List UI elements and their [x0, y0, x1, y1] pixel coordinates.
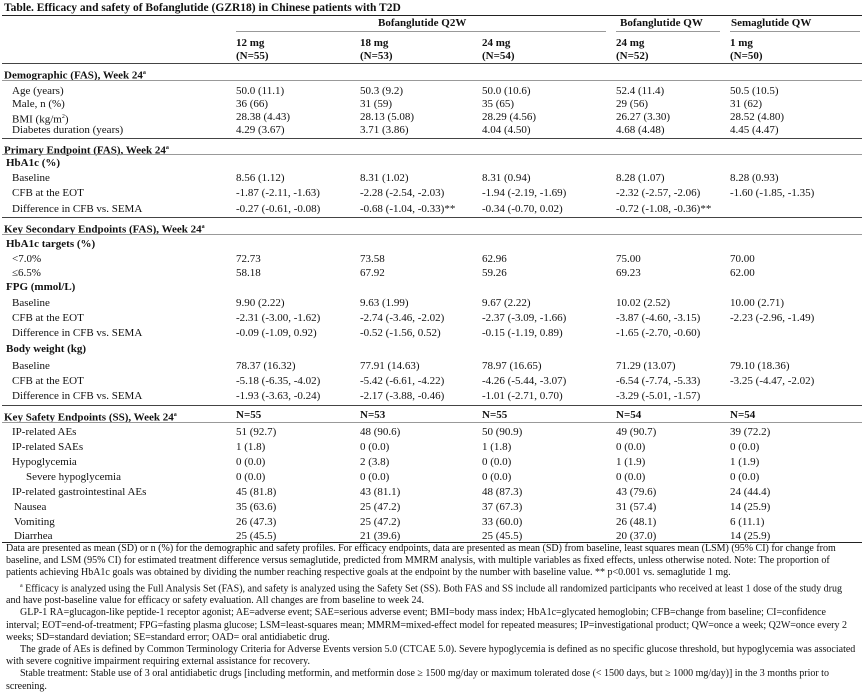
row-label	[12, 172, 50, 184]
table-cell: 31 (57.4)	[616, 501, 657, 513]
row-label	[12, 267, 41, 279]
table-cell: 28.52 (4.80)	[730, 111, 785, 123]
subsection-heading: Body weight (kg)	[6, 343, 87, 355]
table-cell: 69.23	[616, 267, 641, 279]
table-cell: 4.29 (3.67)	[236, 124, 285, 136]
table-cell: -1.65 (-2.70, -0.60)	[616, 327, 701, 339]
table-cell: 8.28 (0.93)	[730, 172, 779, 184]
column-n: (N=52)	[616, 50, 649, 62]
row-divider	[2, 217, 862, 218]
table-cell: 8.31 (0.94)	[482, 172, 531, 184]
table-cell: 4.04 (4.50)	[482, 124, 531, 136]
table-cell: -6.54 (-7.74, -5.33)	[616, 375, 701, 387]
table-cell: 72.73	[236, 253, 261, 265]
table-cell: 28.38 (4.43)	[236, 111, 291, 123]
row-label	[12, 203, 142, 215]
table-cell: -3.25 (-4.47, -2.02)	[730, 375, 815, 387]
row-label	[12, 187, 84, 199]
table-cell: 1 (1.8)	[236, 441, 266, 453]
table-cell: -3.29 (-5.01, -1.57)	[616, 390, 701, 402]
table-cell: -0.09 (-1.09, 0.92)	[236, 327, 317, 339]
table-cell: 28.13 (5.08)	[360, 111, 415, 123]
table-cell: -4.26 (-5.44, -3.07)	[482, 375, 567, 387]
row-label-text: <7.0%	[12, 253, 42, 265]
table-cell: -0.27 (-0.61, -0.08)	[236, 203, 321, 215]
table-cell: 20 (37.0)	[616, 530, 657, 542]
row-label-end: )	[64, 113, 69, 126]
rule-header-bottom	[2, 63, 862, 64]
header-group-bofan-qw: Bofanglutide QW	[620, 17, 703, 29]
table-cell: 59.26	[482, 267, 507, 279]
table-cell: 9.63 (1.99)	[360, 297, 409, 309]
row-label	[12, 390, 142, 402]
row-label	[12, 98, 65, 110]
row-label	[12, 312, 84, 324]
table-cell: 77.91 (14.63)	[360, 360, 420, 372]
table-cell: 0 (0.0)	[236, 471, 266, 483]
table-cell: -1.93 (-3.63, -0.24)	[236, 390, 321, 402]
row-label-text: Difference in CFB vs. SEMA	[12, 203, 143, 215]
rule-group-q2w	[236, 31, 606, 32]
row-label	[14, 516, 55, 528]
table-cell: 78.97 (16.65)	[482, 360, 542, 372]
row-label	[12, 85, 64, 97]
table-cell: 14 (25.9)	[730, 501, 771, 513]
table-footnotes	[6, 543, 858, 693]
table-cell: 50.0 (11.1)	[236, 85, 285, 97]
table-cell: 0 (0.0)	[360, 441, 390, 453]
row-label-text: Vomiting	[14, 516, 55, 528]
table-cell: -5.18 (-6.35, -4.02)	[236, 375, 321, 387]
table-cell: 39 (72.2)	[730, 426, 771, 438]
row-label-text: IP-related gastrointestinal AEs	[12, 486, 147, 498]
table-cell: 25 (45.5)	[236, 530, 277, 542]
row-label-text: Baseline	[12, 172, 50, 184]
row-label-text: Diabetes duration (years)	[12, 124, 124, 136]
footnote-marker: a	[20, 582, 23, 589]
table-cell: 31 (59)	[360, 98, 393, 110]
section-footnote-marker: a	[142, 70, 146, 76]
table-cell: 0 (0.0)	[482, 471, 512, 483]
table-cell: -1.60 (-1.85, -1.35)	[730, 187, 815, 199]
row-label-text: Baseline	[12, 297, 50, 309]
table-cell: -0.72 (-1.08, -0.36)**	[616, 203, 712, 215]
row-label	[12, 253, 41, 265]
table-cell: 26 (47.3)	[236, 516, 277, 528]
table-cell: 49 (90.7)	[616, 426, 657, 438]
table-cell: 50.0 (10.6)	[482, 85, 531, 97]
footnote-abbreviations: GLP-1 RA=glucagon-like peptide-1 receptor agonist; AE=adverse event; SAE=serious adverse event; BMI=body mass index; HbA1c=glycated hemoglobin; CFB=change from baseline; CI=confidence interval; EOT=end-of-treatment; FPG=fasting plasma glucose; LSM=least-squares mean; MMRM=mixed-effect model for repeated measures; IP=investigational product; QW=once a week; Q2W=once every 2 weeks; SD=standard deviation; SE=standard error; OAD= oral antidiabetic drug.	[6, 607, 847, 643]
table-cell: 0 (0.0)	[616, 471, 646, 483]
row-label	[12, 456, 77, 468]
table-cell: 43 (81.1)	[360, 486, 401, 498]
table-cell: -2.32 (-2.57, -2.06)	[616, 187, 701, 199]
section-footnote-marker: a	[173, 412, 177, 418]
table-cell: -0.52 (-1.56, 0.52)	[360, 327, 441, 339]
row-label-text: IP-related AEs	[12, 426, 77, 438]
table-cell: 31 (62)	[730, 98, 763, 110]
row-label-text: Nausea	[14, 501, 47, 513]
row-label	[14, 530, 52, 542]
section-footnote-marker: a	[165, 145, 169, 151]
row-divider	[2, 234, 862, 235]
row-label	[12, 360, 50, 372]
column-dose: 12 mg	[236, 37, 265, 49]
table-cell: 36 (66)	[236, 98, 269, 110]
table-cell: 1 (1.8)	[482, 441, 512, 453]
rule-group-sema	[730, 31, 860, 32]
section-heading-text: Key Secondary Endpoints (FAS), Week 24	[4, 223, 202, 236]
table-cell: -1.87 (-2.11, -1.63)	[236, 187, 320, 199]
footnote-ae-grading: The grade of AEs is defined by Common Terminology Criteria for Adverse Events version 5.0 (CTCAE 5.0). Severe hypoglycemia is defined as no specific glucose threshold, but hypoglycemia was associated with severe cognitive impairment requiring external assistance for recovery.	[6, 643, 856, 668]
table-cell: 62.00	[730, 267, 755, 279]
table-cell: 9.67 (2.22)	[482, 297, 531, 309]
column-dose: 1 mg	[730, 37, 753, 49]
subsection-heading: HbA1c (%)	[6, 157, 61, 169]
table-cell: 0 (0.0)	[482, 456, 512, 468]
table-cell: 8.31 (1.02)	[360, 172, 409, 184]
row-divider	[2, 154, 862, 155]
table-cell: 73.58	[360, 253, 385, 265]
table-cell: 4.45 (4.47)	[730, 124, 779, 136]
table-cell: 50.3 (9.2)	[360, 85, 404, 97]
table-cell: 6 (11.1)	[730, 516, 765, 528]
table-cell: 25 (45.5)	[482, 530, 523, 542]
table-cell: -2.17 (-3.88, -0.46)	[360, 390, 445, 402]
table-cell: -2.74 (-3.46, -2.02)	[360, 312, 445, 324]
table-cell: -2.28 (-2.54, -2.03)	[360, 187, 445, 199]
table-cell: -0.15 (-1.19, 0.89)	[482, 327, 563, 339]
table-cell: 45 (81.8)	[236, 486, 277, 498]
table-cell: 37 (67.3)	[482, 501, 523, 513]
table-cell: 0 (0.0)	[360, 471, 390, 483]
footnote-stable-treatment: Stable treatment: Stable use of 3 oral antidiabetic drugs [including metformin, and metformin dose ≥ 1500 mg/day or maximum tolerated dose (< 1500 days, but ≥ 1000 mg/day)] in the 3 months prior to screening.	[6, 668, 829, 692]
safety-n: N=53	[360, 409, 386, 421]
row-label	[14, 501, 46, 513]
rule-group-qw	[616, 31, 720, 32]
table-cell: -1.01 (-2.71, 0.70)	[482, 390, 563, 402]
row-label-text: Male, n (%)	[12, 98, 65, 110]
table-cell: 1 (1.9)	[730, 456, 760, 468]
table-cell: 4.68 (4.48)	[616, 124, 665, 136]
table-cell: 58.18	[236, 267, 261, 279]
table-cell: 1 (1.9)	[616, 456, 646, 468]
section-footnote-marker: a	[201, 224, 205, 230]
section-heading-text: Primary Endpoint (FAS), Week 24	[4, 144, 166, 157]
table-cell: 35 (65)	[482, 98, 515, 110]
column-dose: 24 mg	[616, 37, 645, 49]
column-n: (N=54)	[482, 50, 515, 62]
safety-n: N=54	[730, 409, 756, 421]
table-cell: 3.71 (3.86)	[360, 124, 409, 136]
table-cell: 24 (44.4)	[730, 486, 771, 498]
row-label	[12, 327, 142, 339]
table-cell: 62.96	[482, 253, 507, 265]
subsection-heading: FPG (mmol/L)	[6, 281, 76, 293]
table-cell: -2.31 (-3.00, -1.62)	[236, 312, 321, 324]
table-cell: -1.94 (-2.19, -1.69)	[482, 187, 567, 199]
table-cell: 25 (47.2)	[360, 501, 401, 513]
row-label-superscript: 2	[61, 114, 65, 120]
table-cell: 0 (0.0)	[730, 471, 760, 483]
table-cell: 8.56 (1.12)	[236, 172, 285, 184]
safety-n: N=54	[616, 409, 642, 421]
table-cell: 35 (63.6)	[236, 501, 277, 513]
section-heading-text: Key Safety Endpoints (SS), Week 24	[4, 411, 174, 424]
table-cell: 8.28 (1.07)	[616, 172, 665, 184]
row-label-text: Hypoglycemia	[12, 456, 77, 468]
table-cell: 48 (90.6)	[360, 426, 401, 438]
row-label-text: Difference in CFB vs. SEMA	[12, 390, 143, 402]
header-group-sema-qw: Semaglutide QW	[731, 17, 812, 29]
row-divider	[2, 80, 862, 81]
column-dose: 24 mg	[482, 37, 511, 49]
table-cell: 9.90 (2.22)	[236, 297, 285, 309]
safety-n: N=55	[482, 409, 508, 421]
row-label-text: Age (years)	[12, 85, 64, 97]
table-cell: 50.5 (10.5)	[730, 85, 779, 97]
row-label-text: ≤6.5%	[12, 267, 41, 279]
rule-top	[2, 15, 862, 16]
safety-n: N=55	[236, 409, 262, 421]
table-cell: -2.23 (-2.96, -1.49)	[730, 312, 815, 324]
table-cell: 2 (3.8)	[360, 456, 390, 468]
table-cell: -5.42 (-6.61, -4.22)	[360, 375, 445, 387]
table-cell: 52.4 (11.4)	[616, 85, 665, 97]
row-divider	[2, 138, 862, 139]
table-cell: -2.37 (-3.09, -1.66)	[482, 312, 567, 324]
table-cell: 25 (47.2)	[360, 516, 401, 528]
table-cell: 48 (87.3)	[482, 486, 523, 498]
table-cell: -0.34 (-0.70, 0.02)	[482, 203, 563, 215]
table-cell: 29 (56)	[616, 98, 649, 110]
row-label-text: Difference in CFB vs. SEMA	[12, 327, 143, 339]
row-divider	[2, 405, 862, 406]
column-dose: 18 mg	[360, 37, 389, 49]
table-cell: 78.37 (16.32)	[236, 360, 296, 372]
row-label-text: CFB at the EOT	[12, 375, 84, 387]
table-cell: 33 (60.0)	[482, 516, 523, 528]
table-cell: 50 (90.9)	[482, 426, 523, 438]
header-group-q2w: Bofanglutide Q2W	[378, 17, 467, 29]
table-cell: 26 (48.1)	[616, 516, 657, 528]
table-cell: 0 (0.0)	[616, 441, 646, 453]
table-cell: 10.02 (2.52)	[616, 297, 671, 309]
table-cell: -3.87 (-4.60, -3.15)	[616, 312, 701, 324]
row-label-text: BMI (kg/m	[12, 113, 62, 126]
row-label	[12, 426, 76, 438]
row-label	[12, 441, 83, 453]
row-label-text: CFB at the EOT	[12, 187, 84, 199]
table-cell: 26.27 (3.30)	[616, 111, 671, 123]
footnote-analysis-sets	[6, 580, 858, 608]
subsection-heading: HbA1c targets (%)	[6, 238, 96, 250]
table-cell: -0.68 (-1.04, -0.33)**	[360, 203, 456, 215]
row-label	[12, 124, 123, 136]
row-label-text: CFB at the EOT	[12, 312, 84, 324]
row-divider	[2, 422, 862, 423]
table-cell: 70.00	[730, 253, 755, 265]
table-cell: 10.00 (2.71)	[730, 297, 785, 309]
row-label	[26, 471, 121, 483]
row-label-text: Diarrhea	[14, 530, 53, 542]
row-label	[12, 486, 146, 498]
table-cell: 67.92	[360, 267, 385, 279]
row-label-text: Severe hypoglycemia	[26, 471, 121, 483]
section-heading-text: Demographic (FAS), Week 24	[4, 69, 143, 82]
table-cell: 0 (0.0)	[236, 456, 266, 468]
table-cell: 75.00	[616, 253, 641, 265]
table-title: Table. Efficacy and safety of Bofanglutide (GZR18) in Chinese patients with T2D	[4, 2, 401, 14]
row-label-text: Baseline	[12, 360, 50, 372]
row-label-text: IP-related SAEs	[12, 441, 84, 453]
table-cell: 51 (92.7)	[236, 426, 277, 438]
column-n: (N=53)	[360, 50, 393, 62]
footnote-analysis-text: Efficacy is analyzed using the Full Analysis Set (FAS), and safety is analyzed using the Safety Set (SS). Both FAS and SS include all randomized participants who received at least 1 dose of the study drug and have post-baseline value for efficacy or safety evaluation. All changes are from baseline to week 24.	[6, 582, 842, 607]
column-n: (N=55)	[236, 50, 269, 62]
column-n: (N=50)	[730, 50, 763, 62]
table-cell: 79.10 (18.36)	[730, 360, 790, 372]
table-cell: 28.29 (4.56)	[482, 111, 537, 123]
table-cell: 43 (79.6)	[616, 486, 657, 498]
table-cell: 21 (39.6)	[360, 530, 401, 542]
row-label	[12, 375, 84, 387]
row-label	[12, 297, 50, 309]
table-cell: 0 (0.0)	[730, 441, 760, 453]
table-cell: 71.29 (13.07)	[616, 360, 676, 372]
footnote-data-presentation: Data are presented as mean (SD) or n (%) for the demographic and safety profiles. For efficacy endpoints, data are presented as mean (SD) from baseline, least squares mean (LSM) (95% CI) for change from baseline, and LSM (95% CI) for estimated treatment difference versus semaglutide, predicted from MMRM analysis, with multiple variables as fixed effects, unless otherwise noted. Note: The proportion of patients achieving HbA1c goals was obtained by dividing the number reaching respective goals at the endpoint by the number with baseline value. ** p<0.001 vs. semaglutide 1 mg.	[6, 543, 836, 579]
table-cell: 14 (25.9)	[730, 530, 771, 542]
